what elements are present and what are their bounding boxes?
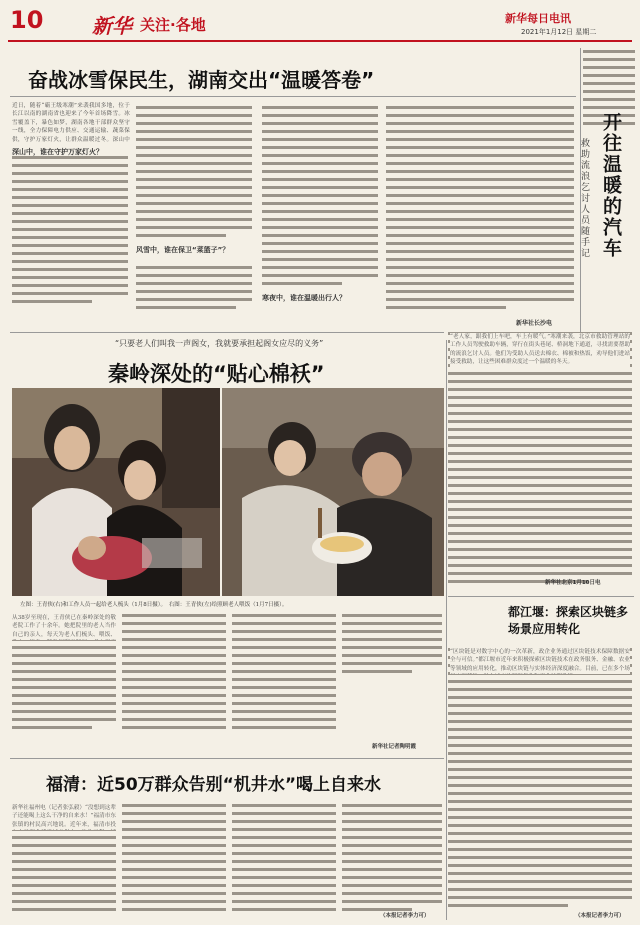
bottom-column-divider (446, 340, 447, 920)
fuzhou-text: 新华社福州电（记者张弘毅）“没想到这辈子还能喝上这么干净的自来水！”福清市东张镇的村民高兴地说。近年来，福清市投 (12, 804, 116, 830)
brand-logo: 新华 (92, 14, 132, 38)
hunan-subhead-3: 寒夜中，谁在温暖出行人？ (262, 294, 346, 302)
hunan-text: 近日，随着“霸王级寒潮”来袭我国多地，位于长江以南的湖南省也迎来了今年首场降雪。冰雪覆盖下，暴色如梦，湖南各地干部群众坚守一线，全力保障电力供应、交通运输、蔬菜保供，守护万家灯火，让群众温暖过冬。深山中 (12, 103, 130, 143)
hunan-col-4-lines (386, 104, 576, 314)
page-number: 10 (10, 6, 44, 34)
hunan-subhead-1: 深山中，谁在守护万家灯火？ (12, 148, 103, 156)
photo-left-combing-hair (12, 388, 220, 596)
dujiangyan-title: 都江堰：探索区块链多场景应用转化 (508, 605, 629, 636)
masthead-rule (8, 40, 632, 42)
qinling-top-rule (10, 332, 444, 333)
dujiangyan-top-rule (448, 596, 634, 597)
hunan-col-3-lines (262, 104, 380, 314)
winter-car-body-lines (448, 330, 634, 600)
winter-car-headline: 开往温暖的汽车 (600, 112, 622, 259)
winter-car-byline: 新华社北京1月10日电 (545, 580, 601, 586)
qinling-photo-caption: 左图：王青侠(右)和工作人员一起给老人梳头（1月8日摄）。 右图：王青侠(左)给照顾老人喂饭（1月7日摄）。 (20, 602, 288, 608)
hunan-subhead-2: 风雪中，谁在保卫“菜篮子”？ (136, 246, 230, 254)
qinling-text: 从38岁至现在，王青侠已在秦岭深处的敬老院工作了十余年。她把院里的老人当作自己的亲人，每天为老人们梳头、喂饭、 (12, 614, 116, 640)
hunan-title-rule (10, 96, 576, 97)
dujiangyan-body-lines (448, 646, 634, 916)
fuzhou-top-rule (10, 758, 444, 759)
dujiangyan-headline (508, 604, 628, 638)
qinling-headline: 秦岭深处的“贴心棉袄” (108, 362, 325, 386)
photo-right-feeding (222, 388, 444, 596)
hunan-headline: 奋战冰雪保民生，湖南交出“温暖答卷” (28, 68, 375, 92)
hunan-col-2-lines (136, 104, 254, 314)
dujiangyan-text: “区块链是对数字中心的一次革新，政企业务通过区块链技术保障数据安全与可信。”都江堰市近年来积极探索区块链技术在政务服务、金融、农业等领域的应用转化，推动区块链与实体经济深度融合。目前，已在多个场 (450, 648, 630, 674)
masthead (0, 0, 640, 42)
section-title: 关注·各地 (140, 16, 206, 34)
qinling-byline: 新华社记者陶明霞 (372, 744, 417, 750)
issue-date: 2021年1月12日 星期二 (521, 28, 597, 36)
winter-car-text: “老人家，跟我们上车吧，车上有暖气。”寒潮来袭，北京市救助管理站的工作人员驾驶救助车辆，穿行在街头巷尾、桥洞地下通道，寻找需要帮助的流浪乞讨人员。他们为受助人员送去棉衣、棉被和热饭，劝导他们进站接受救助，让这些困难群众度过一个温暖的冬天。 (450, 334, 630, 366)
fuzhou-byline: （本报记者李力可） (380, 913, 430, 919)
winter-car-subtitle: 救助流浪乞讨人员随手记 (579, 138, 589, 259)
qinling-kicker: “只要老人们叫我一声阁女，我就要承担起阁女应尽的义务” (115, 339, 324, 348)
fuzhou-headline: 福清：近50万群众告别“机井水”喝上自来水 (46, 775, 382, 795)
hunan-col-1-lines (12, 146, 130, 316)
hunan-byline: 新华社长沙电 (516, 320, 553, 327)
paper-name: 新华每日电讯 (505, 12, 571, 25)
dujiangyan-byline: （本报记者李力可） (575, 913, 625, 919)
